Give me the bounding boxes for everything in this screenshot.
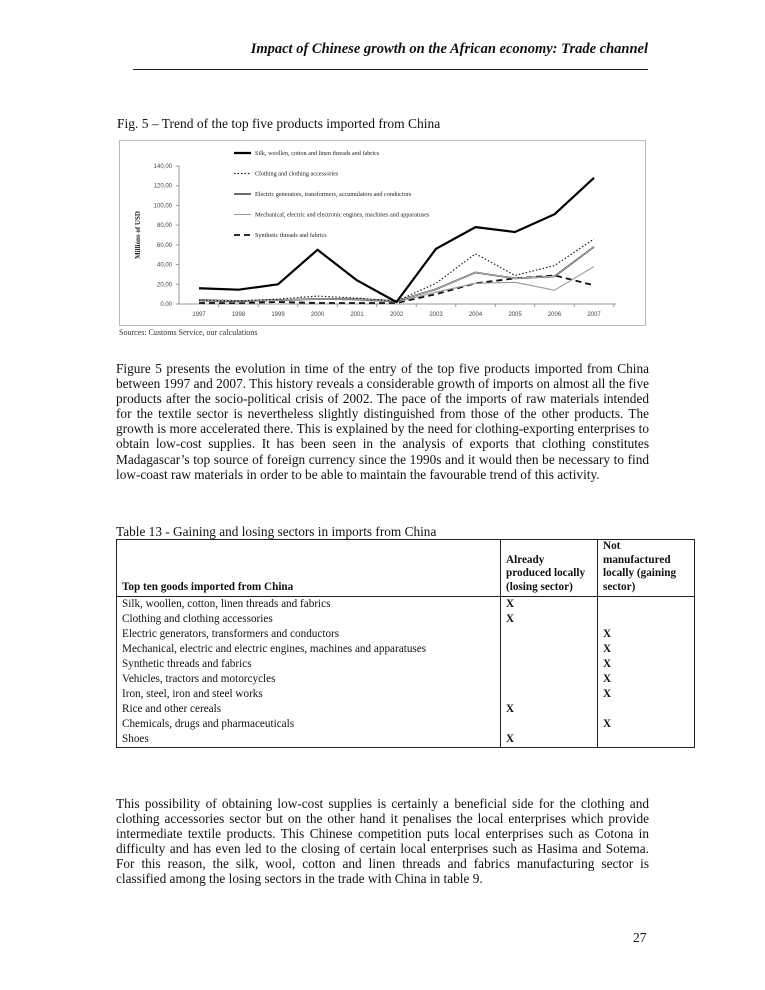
table-row (117, 612, 695, 627)
chart-axes (134, 164, 616, 318)
x-tick-label: 1997 (192, 312, 206, 318)
cell-losing (501, 717, 598, 732)
figure-caption: Fig. 5 – Trend of the top five products imported from China (117, 116, 441, 131)
series-line (199, 267, 594, 302)
x-tick-label: 2003 (429, 312, 443, 318)
cell-good: Synthetic threads and fabrics (117, 657, 501, 672)
y-tick-label: 120,00 (153, 183, 172, 190)
x-tick-label: 2000 (310, 312, 325, 318)
cell-good: Vehicles, tractors and motorcycles (117, 672, 501, 687)
y-tick-label: 20,00 (156, 282, 172, 289)
series-line (199, 275, 594, 303)
table-header-row (117, 540, 695, 597)
cell-losing (501, 627, 598, 642)
cell-good: Mechanical, electric and electric engines, machines and apparatuses (117, 642, 501, 657)
table-row (117, 642, 695, 657)
legend-label: Synthetic threads and fabrics (255, 232, 327, 239)
table-row (117, 732, 695, 748)
x-tick-label: 2004 (468, 312, 483, 318)
table-row (117, 702, 695, 717)
cell-gaining (598, 597, 695, 613)
y-axis-title: Millions of USD (134, 211, 142, 259)
body-paragraph-2: This possibility of obtaining low-cost supplies is certainly a beneficial side for the clothing and clothing accessories sector but on the other hand it penalises the local enterprises which provide intermediate textile products. This Chinese competition puts local enterprises such as Cotona in difficulty and has even led to the closing of certain local enterprises such as Hasima and Sotema. For this reason, the silk, wool, cotton and linen threads and fabrics manufacturing sector is classified among the losing sectors in the trade with China in table 9. (116, 796, 649, 887)
cell-good: Shoes (117, 732, 501, 748)
cell-good: Silk, woollen, cotton, linen threads and fabrics (117, 597, 501, 613)
cell-losing (501, 642, 598, 657)
cell-good: Rice and other cereals (117, 702, 501, 717)
cell-gaining: X (598, 657, 695, 672)
legend-label: Electric generators, transformers, accumulators and conductors (255, 191, 412, 198)
legend-label: Clothing and clothing accessories (255, 170, 339, 178)
x-tick-label: 2006 (547, 312, 562, 318)
body-paragraph-1: Figure 5 presents the evolution in time of the entry of the top five products imported from China between 1997 and 2007. This history reveals a considerable growth of imports on almost all the five products after the socio-political crisis of 2002. The pace of the imports of raw materials intended for the textile sector is nevertheless slightly distinguished from those of the other products. The growth is more accelerated there. This is explained by the need for clothing-exporting enterprises to obtain low-cost supplies. It has been seen in the analysis of exports that clothing constitutes Madagascar’s top source of foreign currency since the 1990s and it would then be necessary to find low-coast raw materials in order to be able to maintain the favourable trend of this activity. (116, 361, 649, 482)
cell-good: Chemicals, drugs and pharmaceuticals (117, 717, 501, 732)
table-row (117, 672, 695, 687)
cell-good: Clothing and clothing accessories (117, 612, 501, 627)
cell-losing: X (501, 702, 598, 717)
table-row (117, 597, 695, 613)
y-tick-label: 0.00 (160, 302, 172, 308)
page-number: 27 (633, 930, 647, 945)
cell-losing: X (501, 597, 598, 613)
cell-gaining: X (598, 717, 695, 732)
cell-gaining: X (598, 672, 695, 687)
chart-legend (234, 150, 430, 239)
table-row (117, 687, 695, 702)
cell-losing: X (501, 612, 598, 627)
x-tick-label: 2005 (508, 312, 522, 318)
cell-losing (501, 657, 598, 672)
cell-losing (501, 687, 598, 702)
line-chart (119, 140, 646, 326)
cell-good: Iron, steel, iron and steel works (117, 687, 501, 702)
cell-losing (501, 672, 598, 687)
table-row (117, 627, 695, 642)
table-row (117, 657, 695, 672)
y-tick-label: 140,00 (153, 164, 172, 170)
series-line (199, 239, 594, 301)
header-losing-sector: Already produced locally (losing sector) (501, 540, 598, 597)
sectors-table (116, 539, 695, 748)
cell-gaining: X (598, 642, 695, 657)
cell-good: Electric generators, transformers and conductors (117, 627, 501, 642)
cell-gaining (598, 732, 695, 748)
legend-label: Mechanical, electric and electronic engines, machines and apparatuses (255, 211, 430, 219)
x-tick-label: 2001 (350, 312, 364, 318)
cell-gaining (598, 612, 695, 627)
figure-source: Sources: Customs Service, our calculations (119, 328, 258, 337)
chart-canvas (120, 141, 647, 327)
y-tick-label: 40,00 (156, 262, 172, 269)
running-header-title: Impact of Chinese growth on the African economy: Trade channel (250, 41, 648, 57)
x-tick-label: 2002 (389, 312, 404, 318)
cell-gaining: X (598, 627, 695, 642)
legend-label: Silk, woollen, cotton and linen threads and fabrics (255, 150, 380, 157)
cell-gaining: X (598, 687, 695, 702)
y-tick-label: 80,00 (156, 223, 172, 230)
cell-losing: X (501, 732, 598, 748)
table-row (117, 717, 695, 732)
y-tick-label: 60,00 (156, 242, 172, 249)
series-line (199, 247, 594, 301)
y-tick-label: 100,00 (153, 203, 172, 210)
x-tick-label: 1999 (271, 312, 285, 318)
header-gaining-sector: Not manufactured locally (gaining sector) (598, 540, 695, 597)
header-goods: Top ten goods imported from China (117, 540, 501, 597)
table-caption: Table 13 - Gaining and losing sectors in imports from China (116, 524, 437, 539)
x-tick-label: 2007 (587, 312, 601, 318)
cell-gaining (598, 702, 695, 717)
x-tick-label: 1998 (231, 312, 246, 318)
header-rule (133, 69, 648, 70)
